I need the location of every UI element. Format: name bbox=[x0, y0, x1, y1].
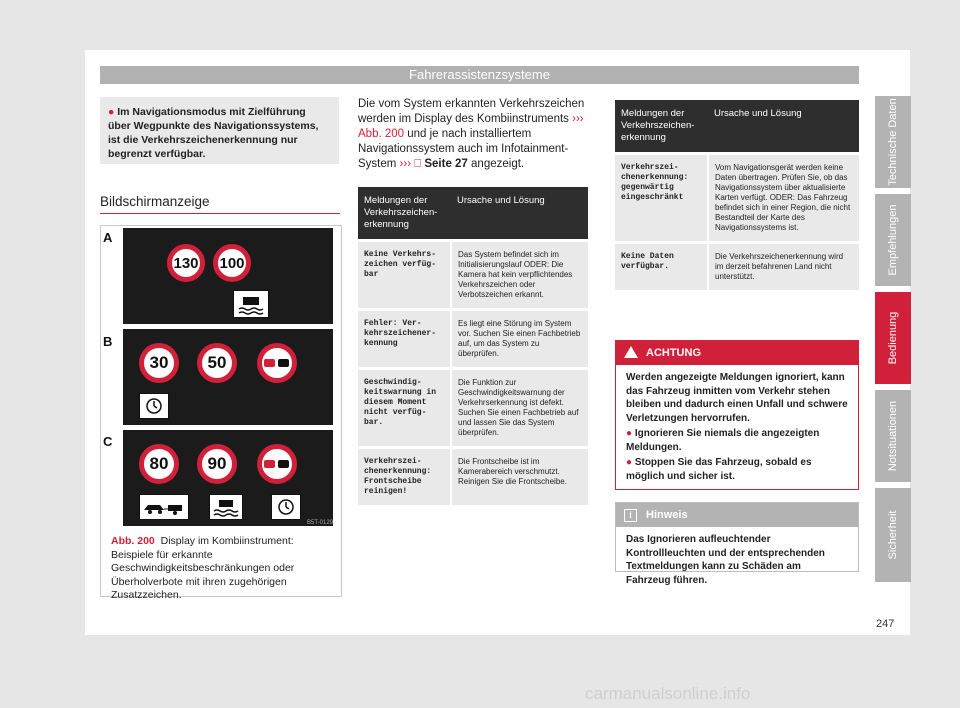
message-cell: Fehler: Ver-kehrszeichener-kennung bbox=[358, 310, 451, 369]
message-cell: Keine Daten verfügbar. bbox=[615, 243, 708, 291]
no-overtaking-sign-icon bbox=[257, 343, 297, 383]
warning-triangle-icon bbox=[624, 346, 638, 358]
figure-display bbox=[100, 225, 342, 601]
panel-letter-a: A bbox=[103, 230, 113, 245]
section-title: Bildschirmanzeige bbox=[100, 194, 210, 209]
page-link[interactable]: Seite 27 bbox=[424, 158, 468, 170]
info-icon: i bbox=[624, 509, 637, 522]
caption-text: Display im Kombiinstrument: Beispiele für erkannte Geschwindigkeitsbeschränkungen oder Überholverbote mit ihren zugehörigen Zusatzzeichen. bbox=[111, 535, 295, 601]
table-row bbox=[615, 154, 859, 243]
table-header-cause: Ursache und Lösung bbox=[708, 100, 859, 154]
arrow-glyph: ››› bbox=[572, 113, 584, 125]
bullet-dot: ● bbox=[626, 457, 635, 468]
table-row bbox=[358, 369, 588, 448]
time-plate-icon bbox=[139, 393, 169, 419]
warning-item: ● Ignorieren Sie niemals die angezeigten Meldungen. bbox=[626, 428, 820, 453]
warning-box bbox=[615, 340, 859, 490]
page-header: Fahrerassistenzsysteme bbox=[100, 66, 859, 84]
trailer-plate-icon bbox=[139, 494, 189, 520]
no-overtaking-sign-icon bbox=[257, 444, 297, 484]
tab-sicherheit[interactable]: Sicherheit bbox=[875, 488, 911, 582]
figure-code: B5T-0129 bbox=[307, 520, 334, 526]
message-cell: Verkehrszei-chenerkennung: gegenwärtig eingeschränkt bbox=[615, 154, 708, 243]
speed-sign: 130 bbox=[167, 244, 205, 282]
table-header-row bbox=[615, 100, 859, 154]
tab-technische-daten[interactable]: Technische Daten bbox=[875, 96, 911, 188]
figure-link[interactable]: Abb. 200 bbox=[358, 128, 405, 140]
table-row bbox=[615, 243, 859, 291]
speed-sign: 80 bbox=[139, 444, 179, 484]
message-cell: Geschwindig-keitswarnung in diesem Moment nicht verfüg-bar. bbox=[358, 369, 451, 448]
message-cell: Keine Verkehrs-zeichen verfüg-bar bbox=[358, 241, 451, 310]
messages-table-1 bbox=[358, 187, 588, 505]
time-plate-icon bbox=[271, 494, 301, 520]
hint-box bbox=[615, 502, 859, 586]
panel-c bbox=[123, 430, 333, 526]
wet-road-plate-icon bbox=[233, 290, 269, 318]
speed-sign: 100 bbox=[213, 244, 251, 282]
arrow-glyph: ››› bbox=[399, 158, 412, 170]
hint-header: i Hinweis bbox=[616, 503, 858, 527]
watermark: carmanualsonline.info bbox=[585, 684, 751, 703]
hint-body: Das Ignorieren aufleuchtender Kontrollleuchten und der entsprechenden Textmeldungen kann zu Schäden am Fahrzeug führen. bbox=[626, 534, 825, 586]
speed-sign: 90 bbox=[197, 444, 237, 484]
warning-body: Werden angezeigte Meldungen ignoriert, kann das Fahrzeug inmitten vom Verkehr stehen bleiben und dadurch einen Unfall und schwere Verletzungen hervorrufen. ● Ignorieren Sie niemals die angezeigten Meldungen. ● Stoppen Sie das Fahrzeug, sobald es möglich und sicher ist. bbox=[626, 372, 848, 482]
tab-notsituationen[interactable]: Notsituationen bbox=[875, 390, 911, 482]
message-cell: Verkehrszei-chenerkennung: Frontscheibe reinigen! bbox=[358, 448, 451, 506]
warning-header: ACHTUNG bbox=[616, 341, 858, 365]
panel-letter-b: B bbox=[103, 334, 113, 349]
tab-empfehlungen[interactable]: Empfehlungen bbox=[875, 194, 911, 286]
table-row bbox=[358, 310, 588, 369]
table-header-row bbox=[358, 187, 588, 241]
table-header-cause: Ursache und Lösung bbox=[451, 187, 588, 241]
panel-b bbox=[123, 329, 333, 425]
cause-cell: Das System befindet sich im Initialisierungslauf ODER: Die Kamera hat kein verpflichtendes Verkehrszeichen oder Verbotszeichen erkannt. bbox=[451, 241, 588, 310]
book-icon: ⎕ bbox=[414, 158, 422, 170]
section-divider bbox=[100, 213, 340, 214]
table-header-messages: Meldungen der Verkehrszeichen-erkennung bbox=[358, 187, 451, 241]
cause-cell: Vom Navigationsgerät werden keine Daten übertragen. Prüfen Sie, ob das Navigationssystem über aktualisierte Karten verfügt. ODER: Das Fahrzeug befindet sich in einer Region, die nicht Bestandteil der Karte des Navigationssystems ist. bbox=[708, 154, 859, 243]
cause-cell: Es liegt eine Störung im System vor. Suchen Sie einen Fachbetrieb auf, um das System zu überprüfen. bbox=[451, 310, 588, 369]
figure-caption bbox=[111, 535, 333, 603]
intro-paragraph: Die vom System erkannten Verkehrszeichen werden im Display des Kombiinstruments ››› Abb. 200 und je nach installiertem Navigationssystem auch im Infotainment-System ››› ⎕ Seite 27 angezeigt. bbox=[358, 98, 585, 170]
panel-a bbox=[123, 228, 333, 324]
caption-label: Abb. 200 bbox=[111, 535, 155, 547]
table-header-messages: Meldungen der Verkehrszeichen-erkennung bbox=[615, 100, 708, 154]
bullet-dot: ● bbox=[626, 428, 635, 439]
cause-cell: Die Funktion zur Geschwindigkeitswarnung der Verkehrserkennung ist defekt. Suchen Sie einen Fachbetrieb auf und lassen Sie das System überprüfen. bbox=[451, 369, 588, 448]
wet-road-plate-icon bbox=[209, 494, 243, 520]
bullet-dot: ● bbox=[108, 106, 118, 118]
messages-table-2 bbox=[615, 100, 859, 290]
table-row bbox=[358, 241, 588, 310]
tab-bedienung[interactable]: Bedienung bbox=[875, 292, 911, 384]
speed-sign: 30 bbox=[139, 343, 179, 383]
info-bullet: ● Im Navigationsmodus mit Zielführung über Wegpunkte des Navigationssystems, ist die Verkehrszeichenerkennung nur begrenzt verfügbar. bbox=[100, 97, 339, 164]
panel-letter-c: C bbox=[103, 434, 113, 449]
page-number: 247 bbox=[876, 618, 895, 630]
cause-cell: Die Frontscheibe ist im Kamerabereich verschmutzt. Reinigen Sie die Frontscheibe. bbox=[451, 448, 588, 506]
speed-sign: 50 bbox=[197, 343, 237, 383]
table-row bbox=[358, 448, 588, 506]
warning-item: ● Stoppen Sie das Fahrzeug, sobald es möglich und sicher ist. bbox=[626, 457, 812, 482]
cause-cell: Die Verkehrszeichenerkennung wird im derzeit befahrenen Land nicht unterstützt. bbox=[708, 243, 859, 291]
